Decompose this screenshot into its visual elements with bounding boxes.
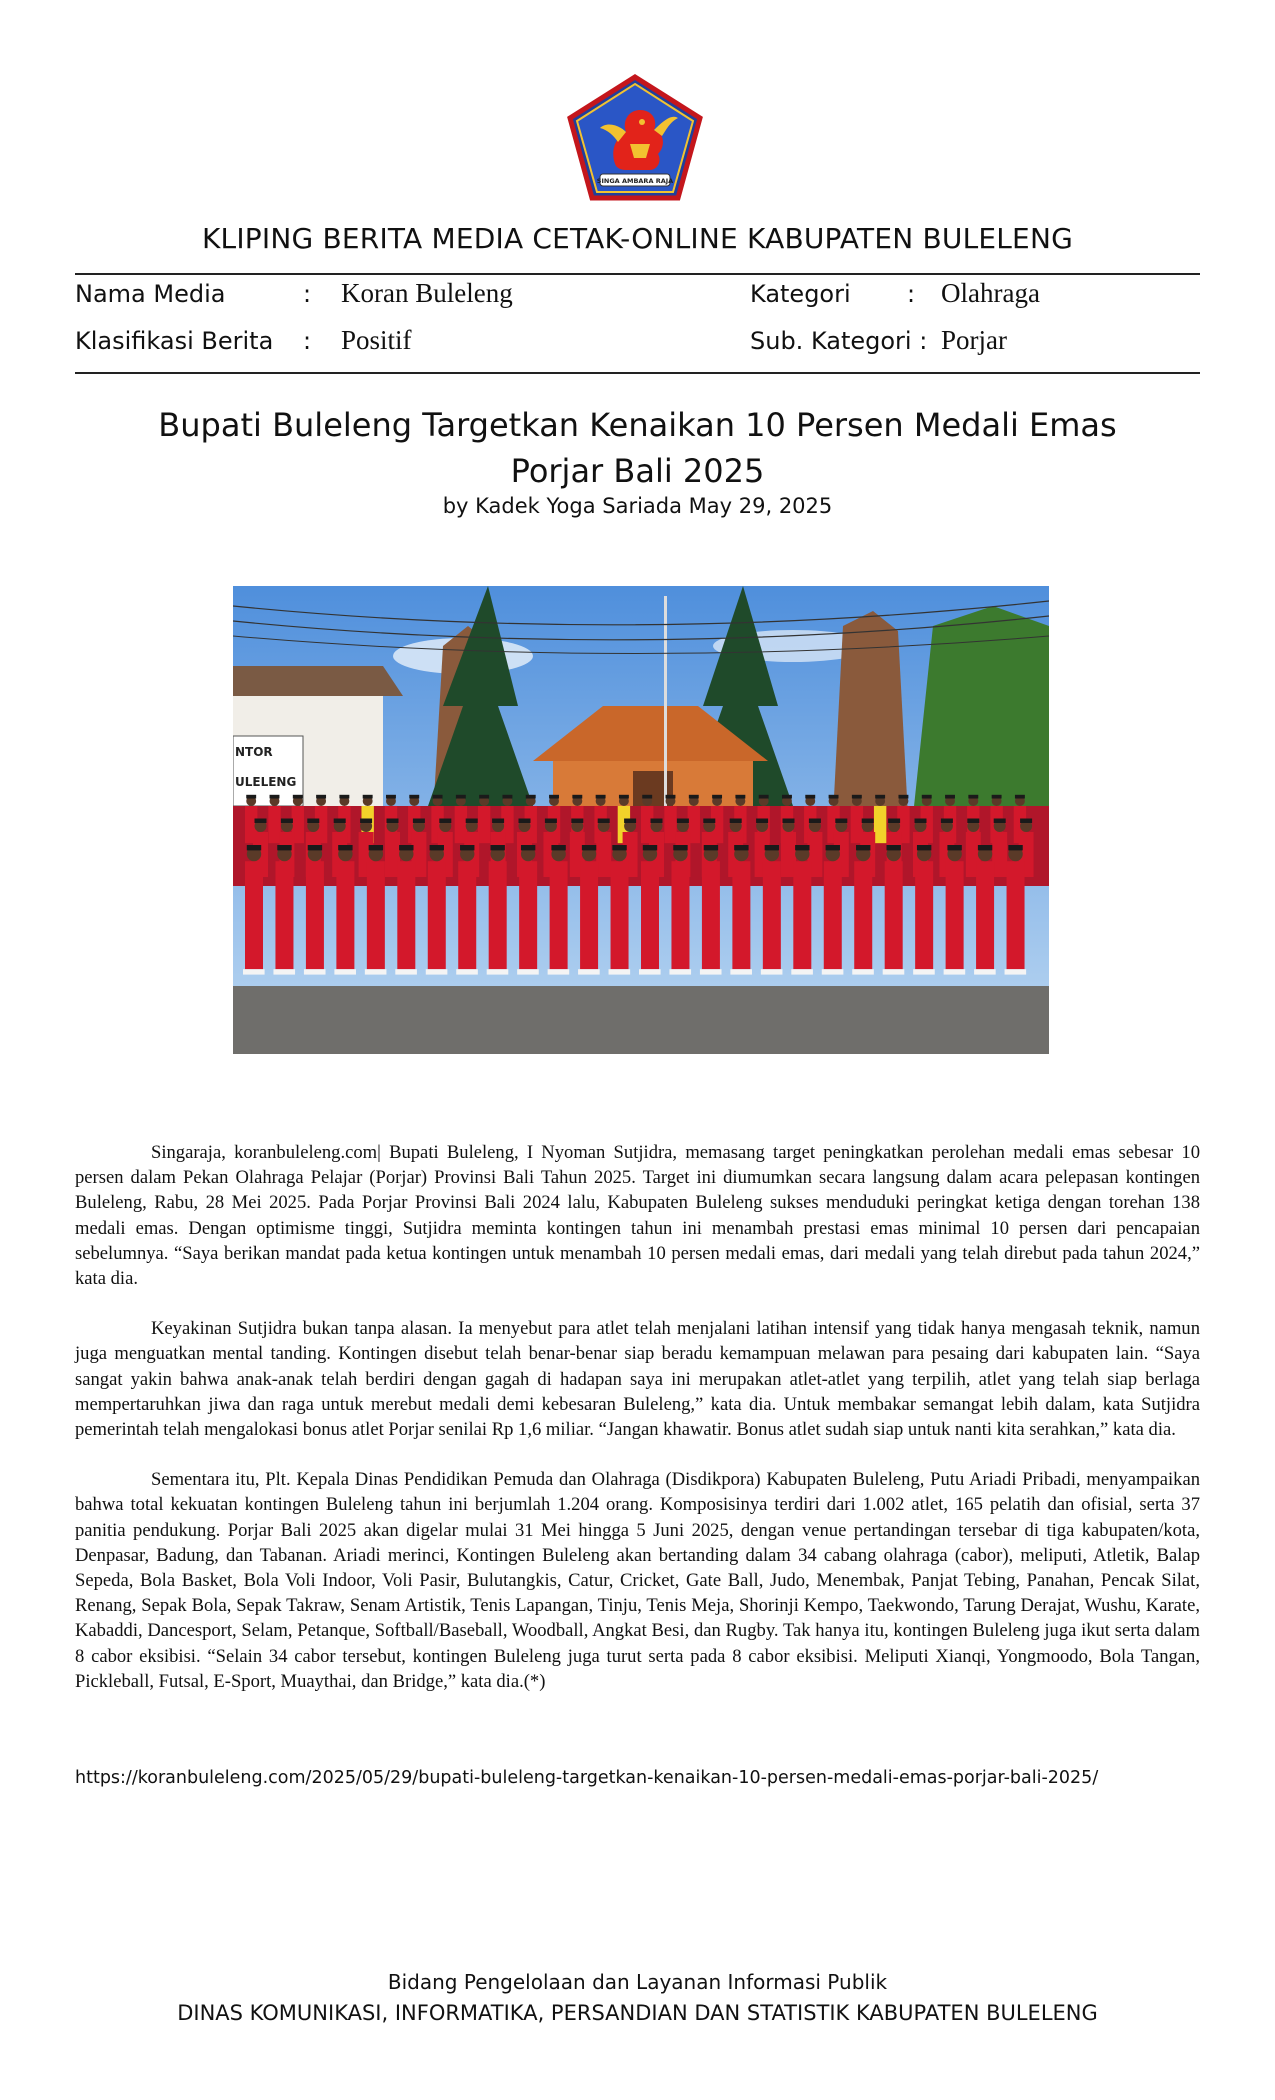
kategori-value: Olahraga (941, 278, 1040, 308)
nama-media-value: Koran Buleleng (341, 278, 513, 308)
nama-media-label: Nama Media (75, 280, 226, 308)
klasifikasi-value: Positif (341, 325, 412, 355)
photo-sign-text-2: ULELENG (235, 775, 297, 789)
article-title-line2: Porjar Bali 2025 (510, 452, 765, 490)
article-title (140, 402, 1135, 494)
buleleng-emblem-logo (566, 74, 704, 202)
klasifikasi-colon: : (303, 327, 312, 355)
header-bottom-rule (75, 372, 1200, 374)
kategori-label: Kategori (750, 280, 851, 308)
kategori-colon: : (907, 280, 916, 308)
logo-motto-text: SINGA AMBARA RAJA (596, 177, 674, 185)
header-top-rule (75, 273, 1200, 275)
article-paragraph-3: Sementara itu, Plt. Kepala Dinas Pendidikan Pemuda dan Olahraga (Disdikpora) Kabupaten Buleleng, Putu Ariadi Pribadi, menyampaikan bahwa total kekuatan kontingen Buleleng tahun ini berjumlah 1.204 orang. Komposisinya terdiri dari 1.002 atlet, 165 pelatih dan ofisial, serta 37 panitia pendukung. Porjar Bali 2025 akan digelar mulai 31 Mei hingga 5 Juni 2025, dengan venue pertandingan tersebar di tiga kabupaten/kota, Denpasar, Badung, dan Tabanan. Ariadi merinci, Kontingen Buleleng akan bertanding dalam 34 cabang olahraga (cabor), meliputi, Atletik, Balap Sepeda, Bola Basket, Bola Voli Indoor, Voli Pasir, Bulutangkis, Catur, Cricket, Gate Ball, Judo, Menembak, Panjat Tebing, Panahan, Pencak Silat, Renang, Sepak Bola, Sepak Takraw, Senam Artistik, Tenis Lapangan, Tinju, Tenis Meja, Shorinji Kempo, Taekwondo, Tarung Derajat, Wushu, Karate, Kabaddi, Dancesport, Selam, Petanque, Softball/Baseball, Woodball, Angkat Besi, dan Rugby. Tak hanya itu, kontingen Buleleng juga ikut serta dalam 8 cabor eksibisi. “Selain 34 cabor tersebut, kontingen Buleleng juga turut serta pada 8 cabor eksibisi. Meliputi Xianqi, Yongmoodo, Bola Tangan, Pickleball, Futsal, E-Sport, Muaythai, dan Bridge,” kata dia.(*) (75, 1469, 1200, 1692)
footer-line-2: DINAS KOMUNIKASI, INFORMATIKA, PERSANDIAN DAN STATISTIK KABUPATEN BULELENG (177, 2001, 1098, 2025)
meta-row-media (75, 280, 1200, 316)
article-title-line1: Bupati Buleleng Targetkan Kenaikan 10 Persen Medali Emas (158, 406, 1117, 444)
article-body (75, 1140, 1200, 1719)
source-url-link[interactable]: https://koranbuleleng.com/2025/05/29/bupati-buleleng-targetkan-kenaikan-10-persen-medali-emas-porjar-bali-2025/ (75, 1768, 1099, 1788)
clipping-header-title: KLIPING BERITA MEDIA CETAK-ONLINE KABUPATEN BULELENG (201, 222, 1073, 255)
article-photo (233, 586, 1049, 1054)
sub-kategori-label: Sub. Kategori : (750, 327, 928, 355)
meta-row-klasifikasi (75, 327, 1200, 363)
article-byline: by Kadek Yoga Sariada May 29, 2025 (442, 494, 833, 518)
article-paragraph-1: Singaraja, koranbuleleng.com| Bupati Buleleng, I Nyoman Sutjidra, memasang target peningkatkan perolehan medali emas sebesar 10 persen dalam Pekan Olahraga Pelajar (Porjar) Provinsi Bali Tahun 2025. Target ini diumumkan secara langsung dalam acara pelepasan kontingen Buleleng, Rabu, 28 Mei 2025. Pada Porjar Provinsi Bali 2024 lalu, Kabupaten Buleleng sukses menduduki peringkat ketiga dengan torehan 138 medali emas. Dengan optimisme tinggi, Sutjidra meminta kontingen tahun ini menambah prestasi emas minimal 10 persen dari pencapaian sebelumnya. “Saya berikan mandat pada ketua kontingen untuk menambah 10 persen medali emas, dari medali yang telah direbut pada tahun 2024,” kata dia. (75, 1142, 1200, 1290)
article-paragraph-2: Keyakinan Sutjidra bukan tanpa alasan. Ia menyebut para atlet telah menjalani latihan intensif yang tidak hanya mengasah teknik, namun juga menguatkan mental tanding. Kontingen disebut telah benar-benar siap beradu kemampuan melawan para pesaing dari kabupaten lain. “Saya sangat yakin bahwa anak-anak telah berdiri dengan gagah di hadapan saya ini merupakan atlet-atlet yang terpilih, atlet yang telah siap berlaga mempertaruhkan jiwa dan raga untuk merebut medali demi kebesaran Buleleng,” kata dia. Untuk membakar semangat lebih dalam, kata Sutjidra pemerintah telah mengalokasi bonus atlet Porjar senilai Rp 1,6 miliar. “Jangan khawatir. Bonus atlet sudah siap untuk nanti kita serahkan,” kata dia. (75, 1318, 1200, 1441)
photo-sign-text-1: NTOR (235, 745, 273, 759)
klasifikasi-label: Klasifikasi Berita (75, 327, 274, 355)
nama-media-colon: : (303, 280, 312, 308)
footer-line-1: Bidang Pengelolaan dan Layanan Informasi Publik (387, 1970, 888, 1994)
sub-kategori-value: Porjar (941, 325, 1007, 355)
